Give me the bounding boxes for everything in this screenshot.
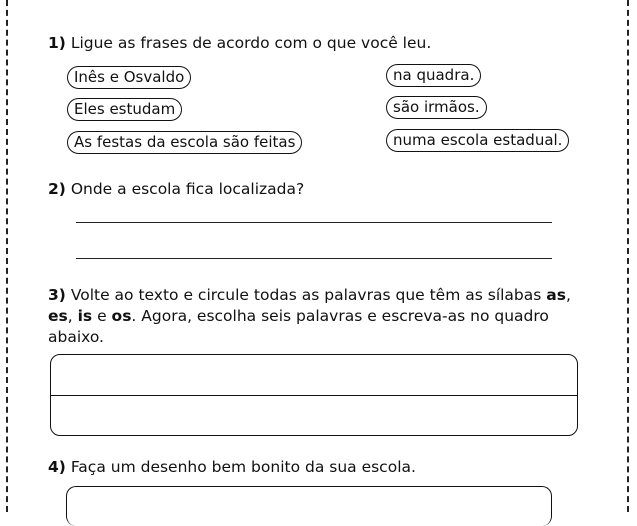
syllable-is: is (77, 307, 93, 325)
comma-1: , (565, 286, 571, 304)
question-3-text-2: . Agora, escolha seis palavras e escreva-as no quadro abaixo. (48, 307, 549, 346)
question-4-prompt: Faça um desenho bem bonito da sua escola. (70, 458, 416, 476)
question-2-number: 2) (48, 180, 66, 198)
syllable-os: os (111, 307, 132, 325)
conjunction-e: e (92, 307, 112, 325)
drawing-box[interactable] (66, 486, 552, 526)
answer-line-1[interactable] (76, 222, 552, 223)
right-phrase-1[interactable]: na quadra. (386, 64, 481, 87)
dashed-border-left (6, 0, 8, 512)
answer-line-2[interactable] (76, 258, 552, 259)
question-3 (48, 285, 588, 348)
question-4 (48, 457, 416, 478)
question-1-prompt: Ligue as frases de acordo com o que você leu. (70, 34, 432, 52)
question-2-prompt: Onde a escola fica localizada? (70, 180, 305, 198)
question-3-text-1: Volte ao texto e circule todas as palavras que têm as sílabas (70, 286, 547, 304)
left-phrase-1[interactable]: Inês e Osvaldo (67, 66, 191, 89)
right-phrase-2[interactable]: são irmãos. (386, 96, 487, 119)
question-1 (48, 33, 431, 54)
question-2 (48, 179, 304, 200)
word-table[interactable] (50, 354, 578, 436)
right-phrase-3[interactable]: numa escola estadual. (386, 129, 569, 152)
syllable-as: as (546, 286, 566, 304)
syllable-es: es (48, 307, 68, 325)
question-3-number: 3) (48, 286, 66, 304)
question-1-number: 1) (48, 34, 66, 52)
word-table-divider (51, 395, 577, 396)
dashed-border-right (627, 0, 629, 512)
left-phrase-3[interactable]: As festas da escola são feitas (67, 131, 302, 154)
left-phrase-2[interactable]: Eles estudam (67, 98, 182, 121)
comma-2: , (67, 307, 78, 325)
question-4-number: 4) (48, 458, 66, 476)
